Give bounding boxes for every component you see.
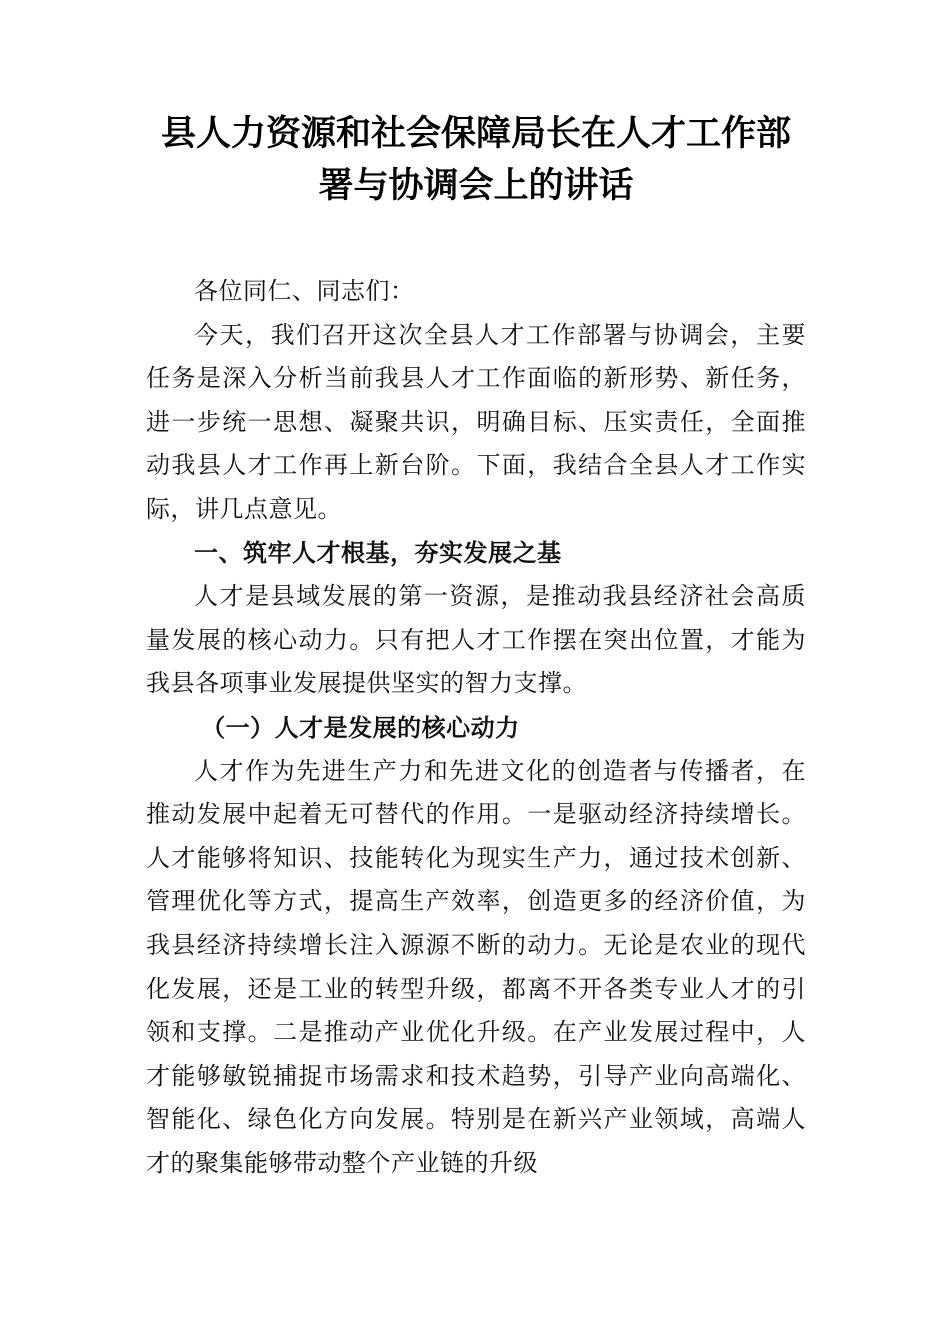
section-1-paragraph: 人才是县域发展的第一资源，是推动我县经济社会高质量发展的核心动力。只有把人才工作摆在突出位置，才能为我县各项事业发展提供坚实的智力支撑。 <box>146 582 806 698</box>
intro-paragraph: 今天，我们召开这次全县人才工作部署与协调会，主要任务是深入分析当前我县人才工作面临的新形势、新任务，进一步统一思想、凝聚共识，明确目标、压实责任，全面推动我县人才工作再上新台阶。下面，我结合全县人才工作实际，讲几点意见。 <box>146 320 806 523</box>
subsection-heading-1: （一）人才是发展的核心动力 <box>201 712 520 742</box>
subsection-1-paragraph: 人才作为先进生产力和先进文化的创造者与传播者，在推动发展中起着无可替代的作用。一是驱动经济持续增长。人才能够将知识、技能转化为现实生产力，通过技术创新、管理优化等方式，提高生产效率，创造更多的经济价值，为我县经济持续增长注入源源不断的动力。无论是农业的现代化发展，还是工业的转型升级，都离不开各类专业人才的引领和支撑。二是推动产业优化升级。在产业发展过程中，人才能够敏锐捕捉市场需求和技术趋势，引导产业向高端化、智能化、绿色化方向发展。特别是在新兴产业领域，高端人才的聚集能够带动整个产业链的升级 <box>146 756 806 1177</box>
section-heading-1: 一、筑牢人才根基，夯实发展之基 <box>194 538 562 567</box>
greeting: 各位同仁、同志们： <box>194 277 415 305</box>
document-title: 县人力资源和社会保障局长在人才工作部署与协调会上的讲话 <box>160 113 791 206</box>
document-body <box>146 270 806 1185</box>
document-page <box>146 108 806 1185</box>
